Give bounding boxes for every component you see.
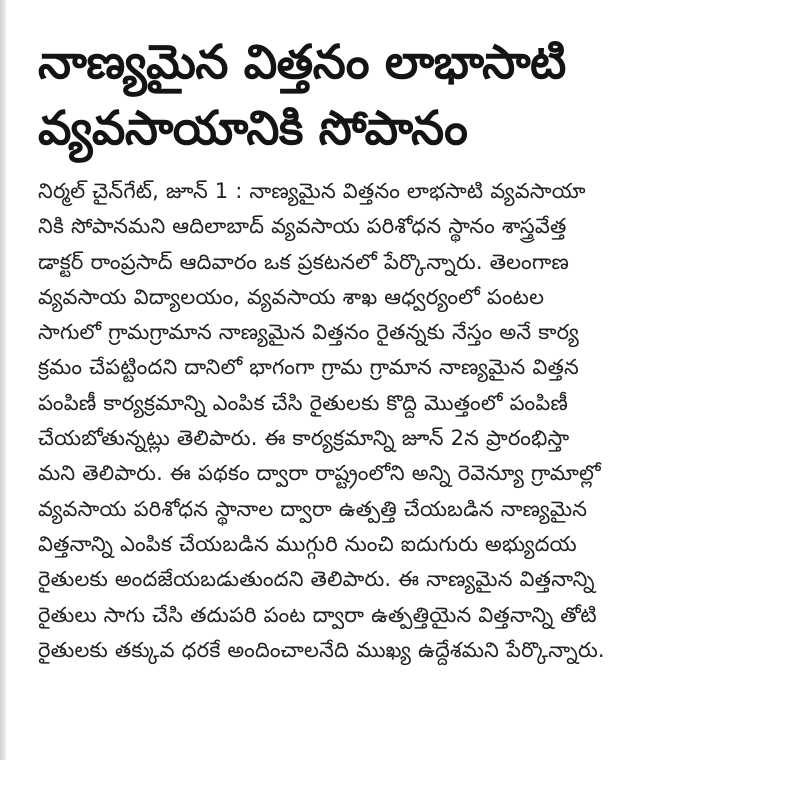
article-headline [38,30,758,162]
body-line-9: మని తెలిపారు. ఈ పథకం ద్వారా రాష్ట్రంలోని అన్ని రెవెన్యూ గ్రామాల్లో [38,461,601,486]
body-line-14: రైతులకు తక్కువ ధరకే అందించాలనేది ముఖ్య ఉద్దేశమని పేర్కొన్నారు. [38,637,605,662]
page-edge-divider [0,0,6,760]
headline-line-1: నాణ్యమైన విత్తనం లాభాసాటి [38,35,566,90]
news-article [38,30,758,668]
body-line-7: పంపిణీ కార్యక్రమాన్ని ఎంపిక చేసి రైతులకు కొద్ది మొత్తంలో పంపిణీ [38,390,569,415]
body-line-3: డాక్టర్ రాంప్రసాద్ ఆదివారం ఒక ప్రకటనలో పేర్కొన్నారు. తెలంగాణ [38,249,569,274]
body-line-13: రైతులు సాగు చేసి తదుపరి పంట ద్వారా ఉత్పత్తియైన విత్తనాన్ని తోటి [38,602,597,627]
body-line-6: క్రమం చేపట్టిందని దానిలో భాగంగా గ్రామ గ్రామాన నాణ్యమైన విత్తన [38,355,579,380]
body-line-12: రైతులకు అందజేయబడుతుందని తెలిపారు. ఈ నాణ్యమైన విత్తనాన్ని [38,567,595,592]
body-line-1: నిర్మల్ చైన్‌గేట్, జూన్ 1 : నాణ్యమైన విత్తనం లాభసాటి వ్యవసాయా [38,179,586,203]
body-line-8: చేయబోతున్నట్లు తెలిపారు. ఈ కార్యక్రమాన్ని జూన్ 2న ప్రారంభిస్తా [38,426,570,451]
body-line-10: వ్యవసాయ పరిశోధన స్థానాల ద్వారా ఉత్పత్తి చేయబడిన నాణ్యమైన [38,496,588,521]
article-body [38,174,758,668]
body-line-11: విత్తనాన్ని ఎంపిక చేయబడిన ముగ్గురి నుంచి ఐదుగురు అభ్యుదయ [38,531,577,556]
body-line-4: వ్యవసాయ విద్యాలయం, వ్యవసాయ శాఖ ఆధ్వర్యంలో పంటల [38,284,545,309]
body-line-5: సాగులో గ్రామగ్రామాన నాణ్యమైన విత్తనం రైతన్నకు నేస్తం అనే కార్య [38,320,579,345]
body-line-2: నికి సోపానమని ఆదిలాబాద్ వ్యవసాయ పరిశోధన స్థానం శాస్త్రవేత్త [38,214,567,239]
headline-line-2: వ్యవసాయానికి సోపానం [38,101,468,156]
